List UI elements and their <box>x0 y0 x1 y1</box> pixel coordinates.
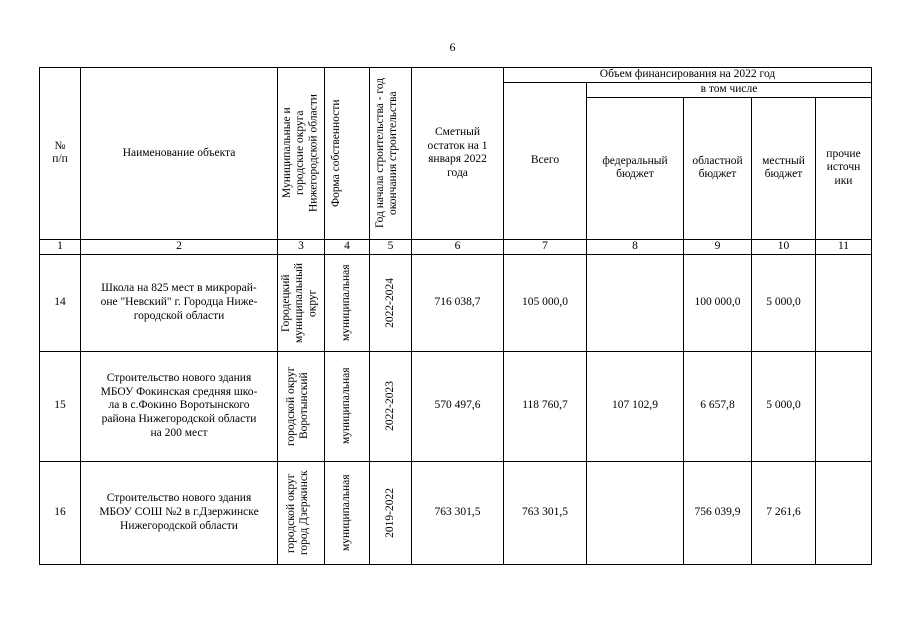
row-balance: 716 038,7 <box>412 254 504 351</box>
row-district <box>278 461 325 564</box>
row-district-text: городской округ город Дзержинск <box>285 470 311 556</box>
column-numbers-row <box>40 239 872 254</box>
table-row <box>40 351 872 461</box>
header-total: Всего <box>504 83 587 240</box>
row-object-name: Школа на 825 мест в микрорай- оне "Невский" г. Городца Ниже- городской области <box>81 254 278 351</box>
row-federal <box>587 254 684 351</box>
header-balance: Сметный остаток на 1 января 2022 года <box>412 68 504 240</box>
row-other <box>816 254 872 351</box>
col-number: 7 <box>504 239 587 254</box>
row-years-text: 2019-2022 <box>383 487 396 538</box>
header-federal: федеральный бюджет <box>587 97 684 239</box>
row-balance: 570 497,6 <box>412 351 504 461</box>
col-number: 4 <box>325 239 370 254</box>
header-object-name: Наименование объекта <box>81 68 278 240</box>
row-other <box>816 351 872 461</box>
header-district-text: Муниципальные и городские округа Нижегородской области <box>281 94 320 213</box>
header-regional: областной бюджет <box>684 97 752 239</box>
row-regional: 6 657,8 <box>684 351 752 461</box>
financing-table <box>39 67 872 565</box>
table-row <box>40 254 872 351</box>
row-district-text: городской округ Воротынский <box>285 366 311 447</box>
row-total: 763 301,5 <box>504 461 587 564</box>
table-row <box>40 461 872 564</box>
header-local: местный бюджет <box>752 97 816 239</box>
row-total: 105 000,0 <box>504 254 587 351</box>
row-other <box>816 461 872 564</box>
row-number: 14 <box>40 254 81 351</box>
header-number: № п/п <box>40 68 81 240</box>
row-local: 5 000,0 <box>752 254 816 351</box>
row-years <box>370 461 412 564</box>
row-ownership-text: муниципальная <box>340 264 353 342</box>
row-years <box>370 254 412 351</box>
col-number: 9 <box>684 239 752 254</box>
row-number: 16 <box>40 461 81 564</box>
col-number: 2 <box>81 239 278 254</box>
col-number: 8 <box>587 239 684 254</box>
row-district-text: Городецкий муниципальный округ <box>280 262 319 343</box>
header-ownership-text: Форма собственности <box>330 99 342 208</box>
row-ownership <box>325 461 370 564</box>
row-object-name: Строительство нового здания МБОУ СОШ №2 в г.Дзержинске Нижегородской области <box>81 461 278 564</box>
col-number: 11 <box>816 239 872 254</box>
col-number: 1 <box>40 239 81 254</box>
row-federal <box>587 461 684 564</box>
row-total: 118 760,7 <box>504 351 587 461</box>
row-regional: 756 039,9 <box>684 461 752 564</box>
row-ownership-text: муниципальная <box>340 474 353 552</box>
header-years <box>370 68 412 240</box>
row-local: 5 000,0 <box>752 351 816 461</box>
row-regional: 100 000,0 <box>684 254 752 351</box>
row-ownership-text: муниципальная <box>340 368 353 445</box>
header-ownership <box>325 68 370 240</box>
col-number: 10 <box>752 239 816 254</box>
row-number: 15 <box>40 351 81 461</box>
row-years-text: 2022-2024 <box>383 277 396 328</box>
row-district <box>278 351 325 461</box>
row-years <box>370 351 412 461</box>
row-local: 7 261,6 <box>752 461 816 564</box>
page-number: 6 <box>449 40 456 54</box>
header-district <box>278 68 325 240</box>
row-ownership <box>325 254 370 351</box>
row-district <box>278 254 325 351</box>
col-number: 5 <box>370 239 412 254</box>
col-number: 6 <box>412 239 504 254</box>
row-balance: 763 301,5 <box>412 461 504 564</box>
header-years-text: Год начала строительства - год окончания строительства <box>373 78 399 229</box>
header-including: в том числе <box>587 83 872 98</box>
header-other: прочие источн ики <box>816 97 872 239</box>
row-years-text: 2022-2023 <box>383 381 396 432</box>
row-object-name: Строительство нового здания МБОУ Фокинская средняя шко- ла в с.Фокино Воротынского района Нижегородской области на 200 мест <box>81 351 278 461</box>
row-ownership <box>325 351 370 461</box>
header-funding-title: Объем финансирования на 2022 год <box>504 68 872 83</box>
col-number: 3 <box>278 239 325 254</box>
row-federal: 107 102,9 <box>587 351 684 461</box>
